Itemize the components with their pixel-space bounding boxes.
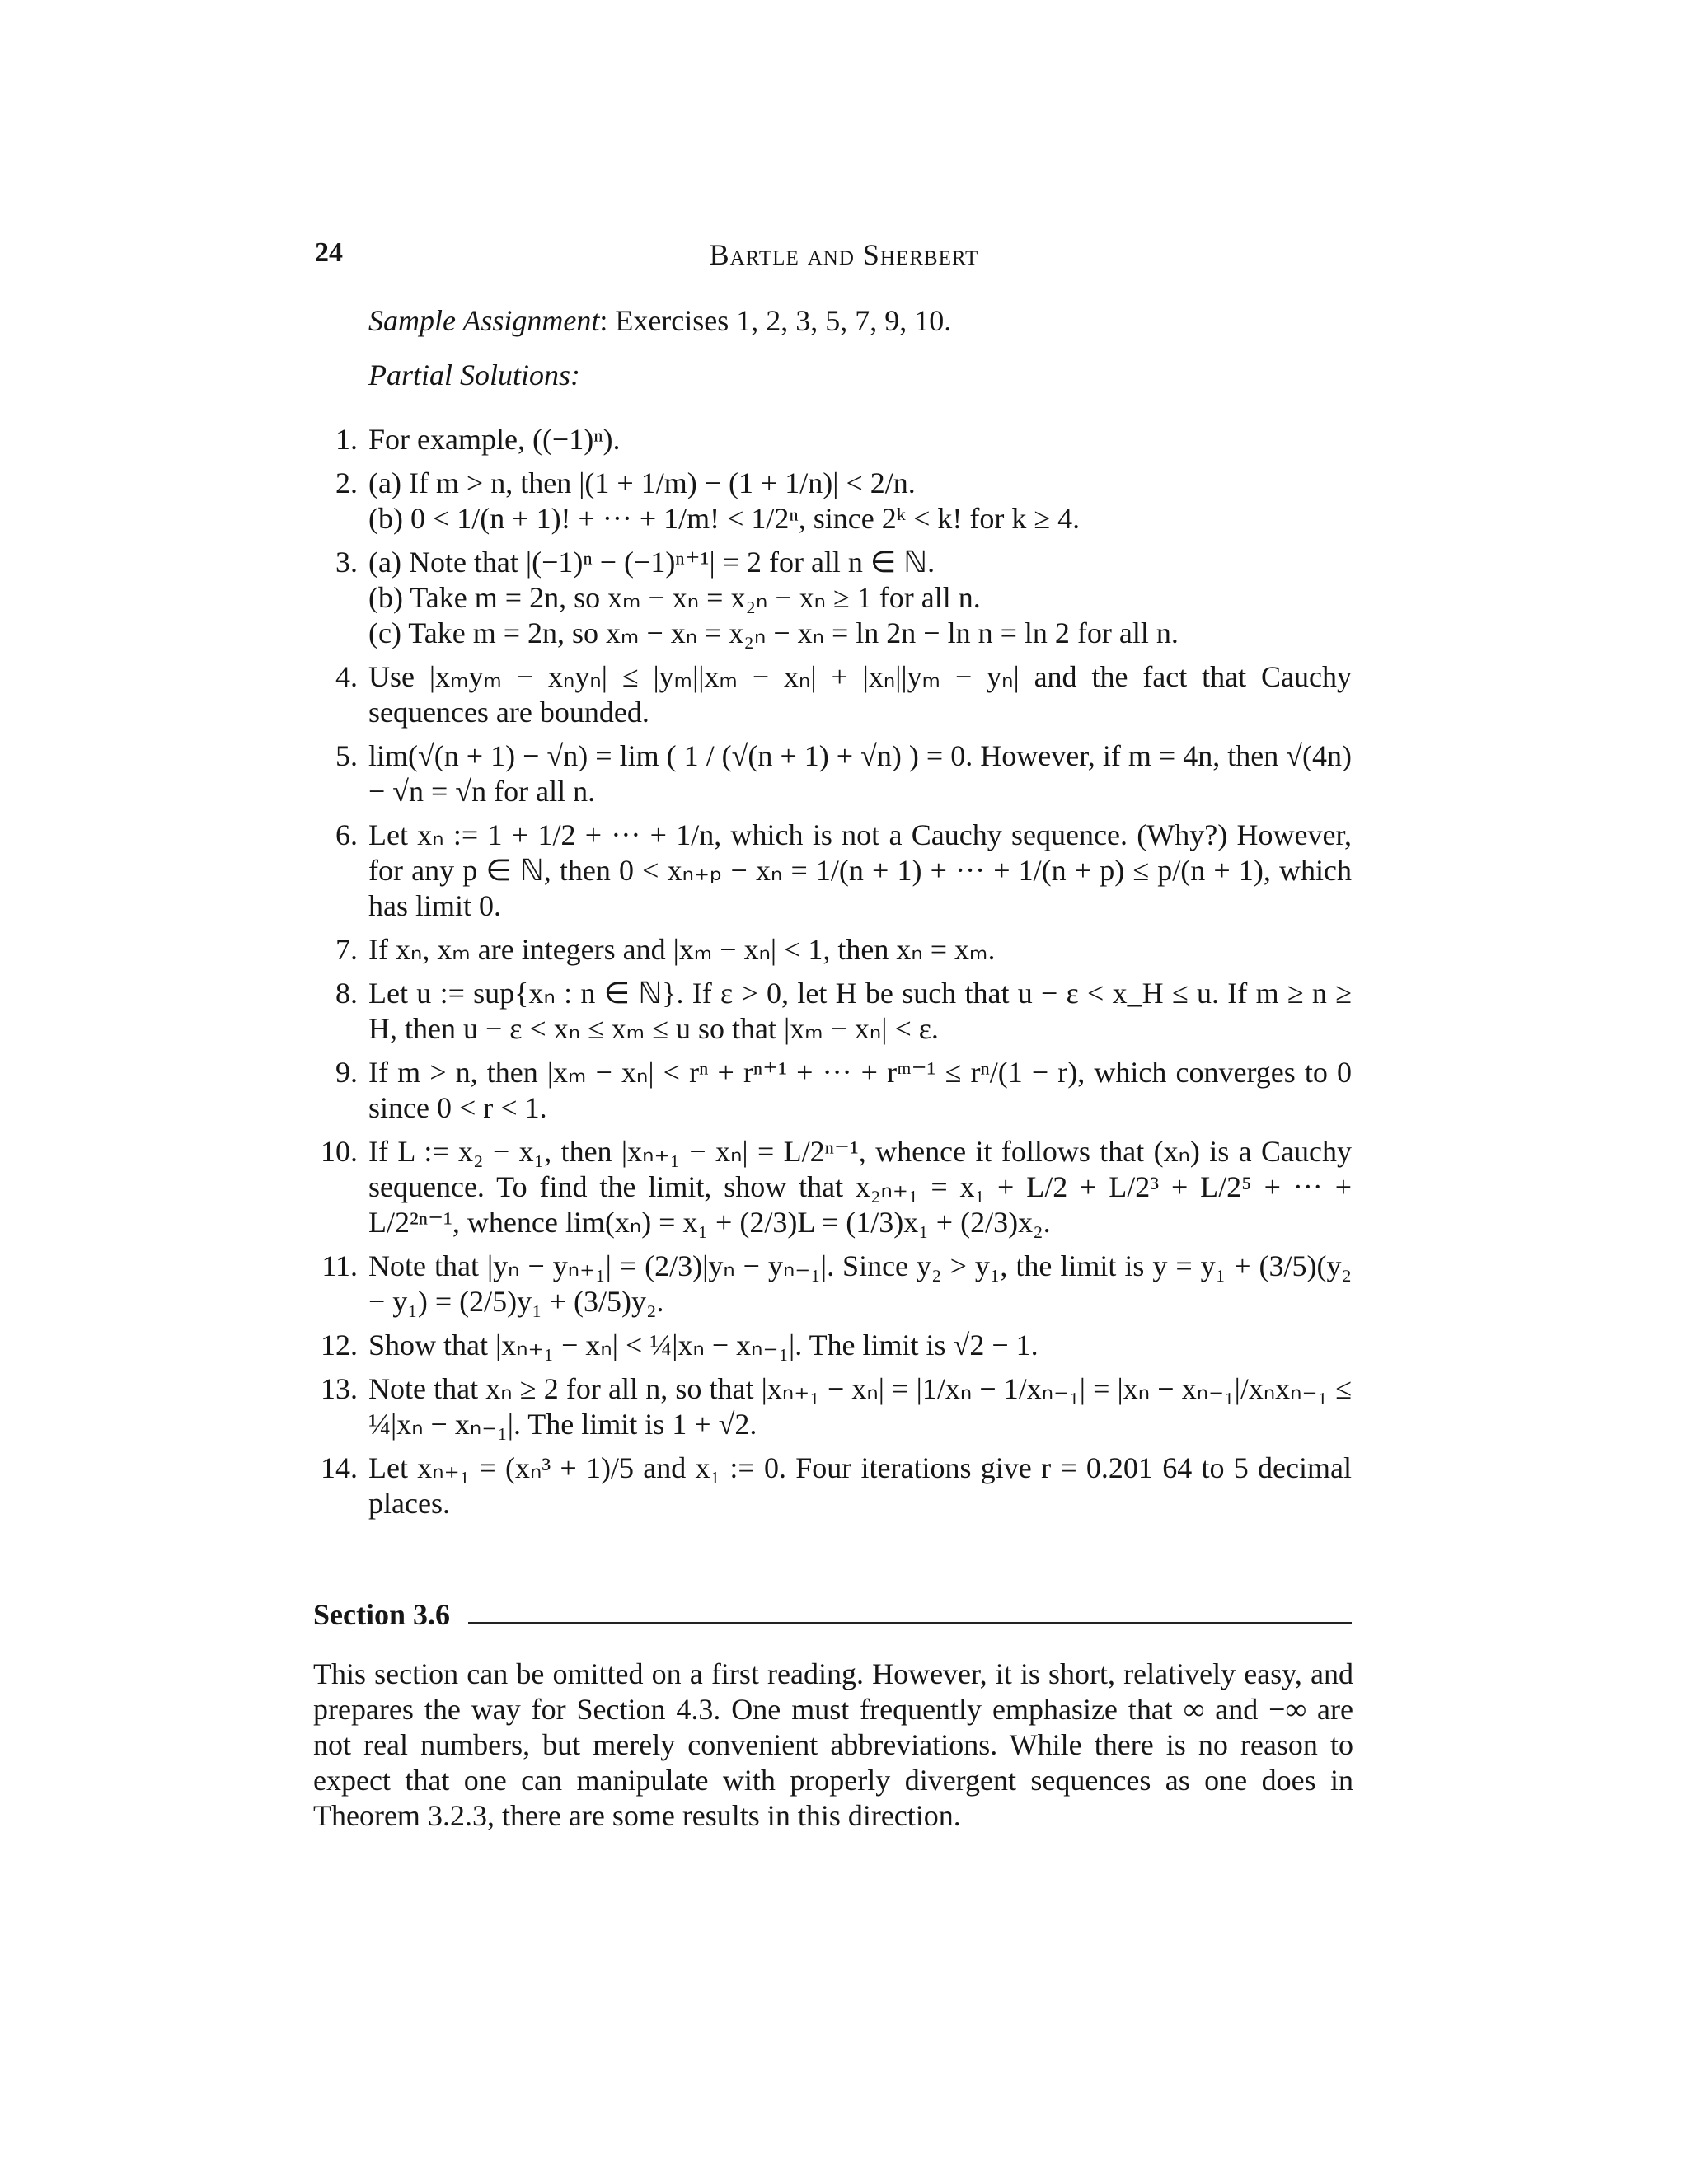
solution-item: 7. If xₙ, xₘ are integers and |xₘ − xₙ| < 1, then xₙ = xₘ.	[335, 933, 996, 966]
solution-item: 4. Use |xₘyₘ − xₙyₙ| ≤ |yₘ||xₘ − xₙ| + |xₙ||yₘ − yₙ| and the fact that Cauchy sequences are bounded.	[335, 660, 1352, 729]
solution-item: 5. lim(√(n + 1) − √n) = lim ( 1 / (√(n + 1) + √n) ) = 0. However, if m = 4n, then √(4n) − √n = √n for all n.	[335, 739, 1352, 808]
section-heading	[313, 1597, 1352, 1632]
section-title: Section 3.6	[313, 1598, 450, 1631]
sample-assignment-text: : Exercises 1, 2, 3, 5, 7, 9, 10.	[599, 304, 952, 337]
solution-item: 9. If m > n, then |xₘ − xₙ| < rⁿ + rⁿ⁺¹ + ··· + rᵐ⁻¹ ≤ rⁿ/(1 − r), which converges to 0 since 0 < r < 1.	[335, 1056, 1352, 1124]
sample-assignment	[368, 303, 951, 338]
solution-item: 10. If L := x₂ − x₁, then |xₙ₊₁ − xₙ| = L/2ⁿ⁻¹, whence it follows that (xₙ) is a Cauchy sequence. To find the limit, show that x₂ₙ₊₁ = x₁ + L/2 + L/2³ + L/2⁵ + ··· + L/2²ⁿ⁻¹, whence lim(xₙ) = x₁ + (2/3)L = (1/3)x₁ + (2/3)x₂.	[321, 1135, 1352, 1239]
solution-item: 11. Note that |yₙ − yₙ₊₁| = (2/3)|yₙ − yₙ₋₁|. Since y₂ > y₁, the limit is y = y₁ + (3/5)(y₂ − y₁) = (2/5)y₁ + (3/5)y₂.	[321, 1249, 1352, 1318]
partial-solutions-label: Partial Solutions:	[368, 359, 581, 391]
solution-item: 8. Let u := sup{xₙ : n ∈ ℕ}. If ε > 0, let H be such that u − ε < x_H ≤ u. If m ≥ n ≥ H, then u − ε < xₙ ≤ xₘ ≤ u so that |xₘ − xₙ| < ε.	[335, 977, 1352, 1045]
running-head: Bartle and Sherbert	[709, 238, 979, 271]
section-rule	[468, 1622, 1352, 1624]
section-paragraph: This section can be omitted on a first reading. However, it is short, relatively easy, and prepares the way for Section 4.3. One must frequently emphasize that ∞ and −∞ are not real numbers, but merely convenient abbreviations. While there is no reason to expect that one can manipulate with properly divergent sequences as one does in Theorem 3.2.3, there are some results in this direction.	[313, 1657, 1353, 1832]
solutions-list	[313, 422, 1352, 1530]
solution-item: 13. Note that xₙ ≥ 2 for all n, so that |xₙ₊₁ − xₙ| = |1/xₙ − 1/xₙ₋₁| = |xₙ − xₙ₋₁|/xₙxₙ₋₁ ≤ ¼|xₙ − xₙ₋₁|. The limit is 1 + √2.	[321, 1372, 1352, 1441]
solution-item: 2. (a) If m > n, then |(1 + 1/m) − (1 + 1/n)| < 2/n. (b) 0 < 1/(n + 1)! + ··· + 1/m! < 1/2ⁿ, since 2ᵏ < k! for k ≥ 4.	[335, 466, 1081, 535]
solution-item: 3. (a) Note that |(−1)ⁿ − (−1)ⁿ⁺¹| = 2 for all n ∈ ℕ. (b) Take m = 2n, so xₘ − xₙ = x₂ₙ − xₙ ≥ 1 for all n. (c) Take m = 2n, so xₘ − xₙ = x₂ₙ − xₙ = ln 2n − ln n = ln 2 for all n.	[335, 546, 1179, 649]
sample-assignment-label: Sample Assignment	[368, 304, 600, 337]
solution-item: 14. Let xₙ₊₁ = (xₙ³ + 1)/5 and x₁ := 0. Four iterations give r = 0.201 64 to 5 decimal places.	[321, 1451, 1352, 1520]
page-number: 24	[315, 237, 343, 268]
solution-item: 1. For example, ((−1)ⁿ).	[335, 423, 621, 456]
solution-item: 12. Show that |xₙ₊₁ − xₙ| < ¼|xₙ − xₙ₋₁|. The limit is √2 − 1.	[321, 1329, 1039, 1361]
solution-item: 6. Let xₙ := 1 + 1/2 + ··· + 1/n, which is not a Cauchy sequence. (Why?) However, for any p ∈ ℕ, then 0 < xₙ₊ₚ − xₙ = 1/(n + 1) + ··· + 1/(n + p) ≤ p/(n + 1), which has limit 0.	[335, 818, 1352, 922]
